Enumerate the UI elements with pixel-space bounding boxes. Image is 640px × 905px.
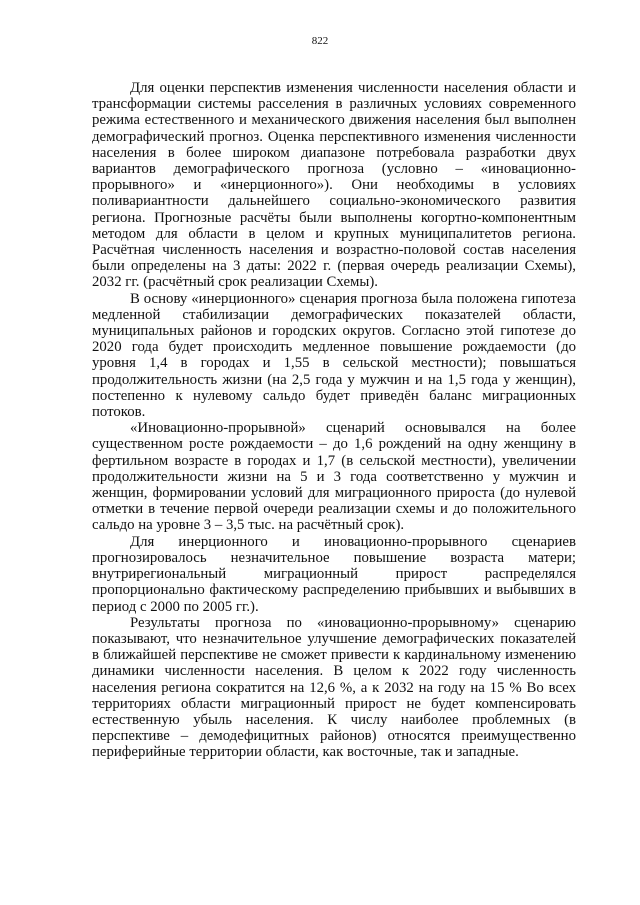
paragraph-innovative-scenario: «Иновационно-прорывной» сценарий основывался на более существенном росте рождаемости – до 1,6 рождений на одну женщину в фертильном возрасте в городах и 1,7 (в сельской местности), увеличении продолжительности жизни на 5 и 3 года соответственно у мужчин и женщин, формировании условий для миграционного прироста (до нулевой отметки в течение первой очереди реализации схемы и до положительного сальдо на уровне 3 – 3,5 тыс. на расчётный срок).	[92, 420, 576, 534]
page-number: 822	[311, 35, 329, 47]
paragraph-inertial-scenario: В основу «инерционного» сценария прогноза была положена гипотеза медленной стабилизации демографических показателей области, муниципальных районов и городских округов. Согласно этой гипотезе до 2020 года будет происходить медленное повышение рождаемости (до уровня 1,4 в городах и 1,55 в сельской местности); повышаться продолжительность жизни (на 2,5 года у мужчин и на 1,5 года у женщин), постепенно к нулевому сальдо будет приведён баланс миграционных потоков.	[92, 290, 576, 421]
paragraph-forecast-results: Результаты прогноза по «иновационно-прорывному» сценарию показывают, что незначительное улучшение демографических показателей в ближайшей перспективе не сможет привести к кардинальному изменению динамики численности населения. В целом к 2022 году численность населения региона сократится на 12,6 %, а к 2032 на году на 15 % Во всех территориях области миграционный прирост не будет компенсировать естественную убыль населения. К числу наиболее проблемных (в перспективе – демодефицитных районов) относятся преимущественно периферийные территории области, как восточные, так и западные.	[92, 614, 576, 761]
paragraph-common-assumptions: Для инерционного и иновационно-прорывного сценариев прогнозировалось незначительное повышение возраста матери; внутрирегиональный миграционный прирост распределялся пропорционально фактическому распределению прибывших и выбывших в период с 2000 по 2005 гг.).	[92, 533, 576, 615]
paragraph-forecast-intro: Для оценки перспектив изменения численности населения области и трансформации системы расселения в различных условиях современного режима естественного и механического движения населения был выполнен демографический прогноз. Оценка перспективного изменения численности населения в более широком диапазоне потребовала разработки двух вариантов демографического прогноза (условно – «иновационно-прорывного» и «инерционного»). Они необходимы в условиях поливариантности дальнейшего социально-экономического развития региона. Прогнозные расчёты были выполнены когортно-компонентным методом для области в целом и крупных муниципалитетов региона. Расчётная численность населения и возрастно-половой состав населения были определены на 3 даты: 2022 г. (первая очередь реализации Схемы), 2032 гг. (расчётный срок реализации Схемы).	[92, 80, 576, 291]
document-body	[92, 80, 576, 761]
